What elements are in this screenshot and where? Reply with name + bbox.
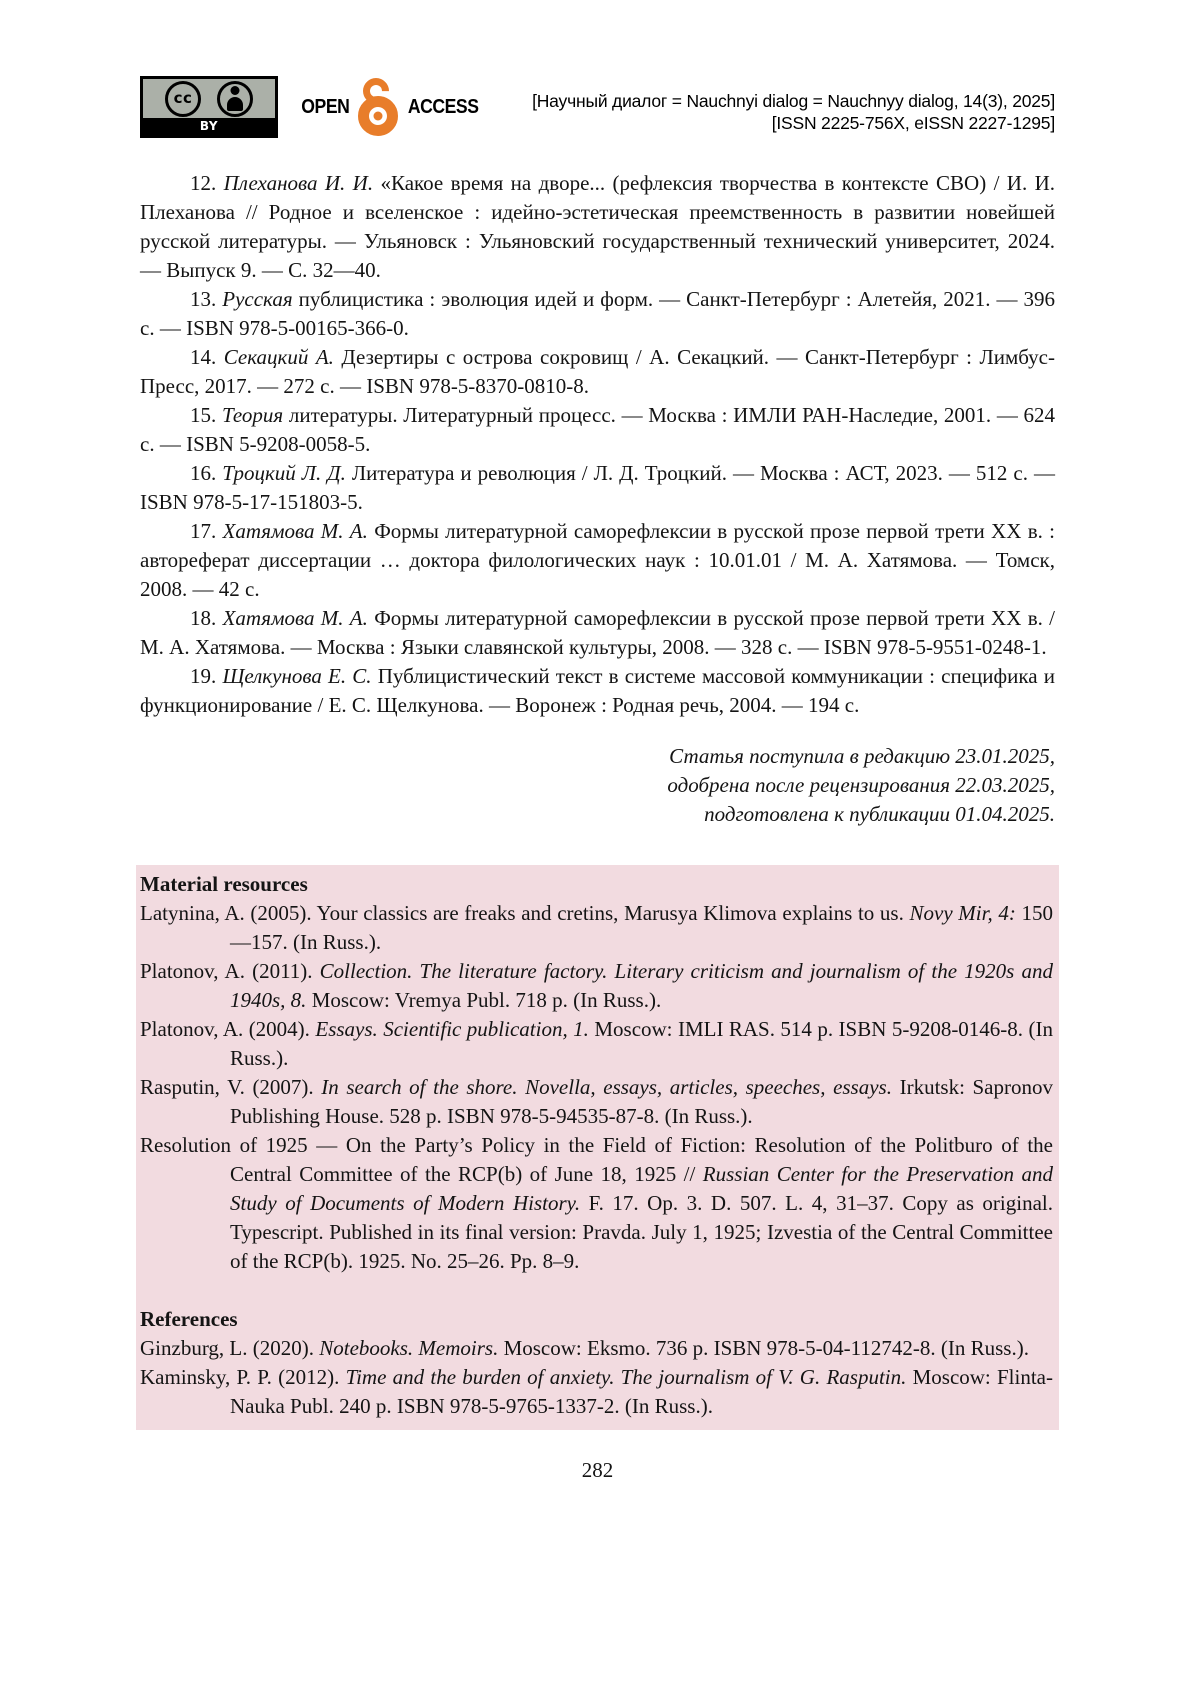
journal-issn-line: [ISSN 2225-756X, eISSN 2227-1295] bbox=[771, 113, 1055, 133]
submission-date-line: одобрена после рецензирования 22.03.2025, bbox=[667, 773, 1055, 797]
bibliography-item: 12. Плеханова И. И. «Какое время на дворе... (рефлексия творчества в контексте СВО) / И. И. Плеханова // Родное и вселенское : идейно-эстетическая преемственность в развитии новейшей русской литературы. — Ульяновск : Ульяновский государственный технический университет, 2024. — Выпуск 9. — С. 32—40. bbox=[140, 171, 1056, 282]
bibliography-item: 16. Троцкий Л. Д. Литература и революция / Л. Д. Троцкий. — Москва : АСТ, 2023. — 512 с. — ISBN 978-5-17-151803-5. bbox=[140, 461, 1056, 514]
reference-item: Ginzburg, L. (2020). Notebooks. Memoirs. Moscow: Eksmo. 736 p. ISBN 978-5-04-112742-8. (In Russ.). bbox=[140, 1336, 1029, 1360]
open-access-logo bbox=[298, 78, 483, 136]
bibliography-russian bbox=[140, 169, 1055, 720]
material-resources-list bbox=[140, 899, 1053, 1276]
bibliography-item: 17. Хатямова М. А. Формы литературной саморефлексии в русской прозе первой трети XX в. : автореферат диссертации … доктора филологических наук : 10.01.01 / М. А. Хатямова. — Томск, 2008. — 42 с. bbox=[140, 519, 1056, 601]
cc-by-label: BY bbox=[143, 118, 275, 135]
page-number: 282 bbox=[581, 1458, 614, 1482]
material-resource-item: Resolution of 1925 — On the Party’s Policy in the Field of Fiction: Resolution of the Politburo of the Central Committee of the RCP(b) of June 18, 1925 // Russian Center for the Preservation and Study of Documents of Modern History. F. 17. Op. 3. D. 507. L. 4, 31–37. Copy as original. Typescript. Published in its final version: Pravda. July 1, 1925; Izvestia of the Central Committee of the RCP(b). 1925. No. 25–26. Pp. 8–9. bbox=[140, 1133, 1053, 1273]
cc-by-license-badge bbox=[140, 76, 278, 138]
reference-item: Kaminsky, P. P. (2012). Time and the burden of anxiety. The journalism of V. G. Rasputin. Moscow: Flinta-Nauka Publ. 240 p. ISBN 978-5-9765-1337-2. (In Russ.). bbox=[140, 1365, 1053, 1418]
material-resource-item: Platonov, A. (2011). Collection. The literature factory. Literary criticism and journalism of the 1920s and 1940s, 8. Moscow: Vremya Publ. 718 p. (In Russ.). bbox=[140, 959, 1053, 1012]
journal-title-line: [Научный диалог = Nauchnyi dialog = Nauchnyy dialog, 14(3), 2025] bbox=[532, 91, 1055, 111]
attribution-person-icon bbox=[217, 81, 253, 117]
journal-info bbox=[532, 76, 1055, 134]
cc-icon-label: cc bbox=[173, 88, 193, 107]
bibliography-item: 18. Хатямова М. А. Формы литературной саморефлексии в русской прозе первой трети XX в. / М. А. Хатямова. — Москва : Языки славянской культуры, 2008. — 328 с. — ISBN 978-5-9551-0248-1. bbox=[140, 606, 1056, 659]
open-access-open-label: OPEN bbox=[301, 95, 350, 118]
submission-date-line: Статья поступила в редакцию 23.01.2025, bbox=[669, 744, 1055, 768]
references-title: References bbox=[140, 1307, 238, 1331]
material-resource-item: Rasputin, V. (2007). In search of the shore. Novella, essays, articles, speeches, essays. Irkutsk: Sapronov Publishing House. 528 p. ISBN 978-5-94535-87-8. (In Russ.). bbox=[140, 1075, 1053, 1128]
cc-badge-icons bbox=[143, 79, 275, 118]
bibliography-item: 14. Секацкий А. Дезертиры с острова сокровищ / А. Секацкий. — Санкт-Петербург : Лимбус-Пресс, 2017. — 272 с. — ISBN 978-5-8370-0810-8. bbox=[140, 345, 1055, 398]
open-access-access-label: ACCESS bbox=[407, 95, 479, 118]
bibliography-item: 13. Русская публицистика : эволюция идей и форм. — Санкт-Петербург : Алетейя, 2021. — 396 с. — ISBN 978-5-00165-366-0. bbox=[140, 287, 1056, 340]
material-resource-item: Platonov, A. (2004). Essays. Scientific publication, 1. Moscow: IMLI RAS. 514 p. ISBN 5-9208-0146-8. (In Russ.). bbox=[140, 1017, 1053, 1070]
submission-date-line: подготовлена к публикации 01.04.2025. bbox=[704, 802, 1055, 826]
page-header bbox=[140, 76, 1055, 138]
page-content bbox=[140, 0, 1055, 1485]
submission-dates bbox=[140, 742, 1055, 829]
bibliography-item: 15. Теория литературы. Литературный процесс. — Москва : ИМЛИ РАН-Наследие, 2001. — 624 с. — ISBN 5-9208-0058-5. bbox=[140, 403, 1055, 456]
bibliography-item: 19. Щелкунова Е. С. Публицистический текст в системе массовой коммуникации : специфика и функционирование / Е. С. Щелкунова. — Воронеж : Родная речь, 2004. — 194 с. bbox=[140, 664, 1055, 717]
open-lock-icon bbox=[355, 78, 401, 136]
material-resource-item: Latynina, A. (2005). Your classics are freaks and cretins, Marusya Klimova explains to us. Novy Mir, 4: 150—157. (In Russ.). bbox=[140, 901, 1054, 954]
material-resources-title: Material resources bbox=[140, 872, 308, 896]
references-list bbox=[140, 1334, 1053, 1421]
highlighted-reference-block bbox=[136, 865, 1059, 1430]
cc-icon bbox=[165, 81, 201, 117]
